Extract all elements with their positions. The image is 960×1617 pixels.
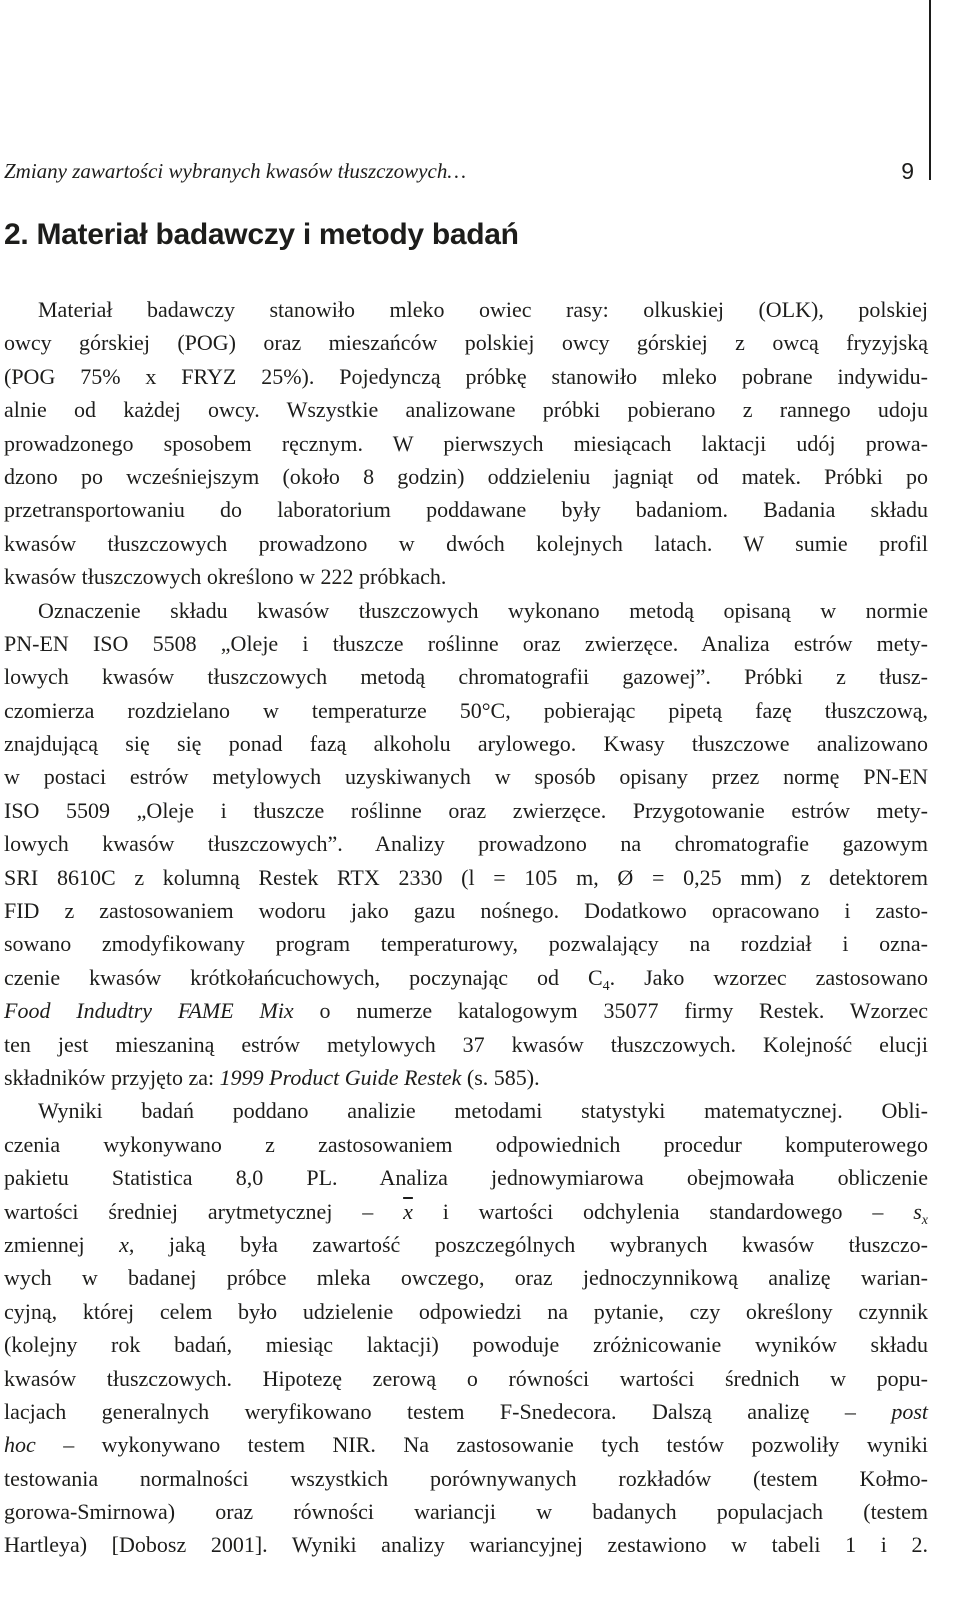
text-run: – wykonywano testem NIR. Na zastosowanie tych testów pozwoliły wyniki [35, 1432, 928, 1458]
paragraph-2-line: w postaci estrów metylowych uzyskiwanych w sposób opisany przez normę PN-EN [4, 764, 928, 790]
paragraph-3-line: (kolejny rok badań, miesiąc laktacji) powoduje zróżnicowanie wyników składu [4, 1332, 928, 1358]
paragraph-3-line: testowania normalności wszystkich porównywanych rozkładów (testem Kołmo- [4, 1465, 928, 1491]
paragraph-3-line: cyjną, której celem było udzielenie odpowiedzi na pytanie, czy określony czynnik [4, 1298, 928, 1324]
paragraph-2-line: lowych kwasów tłuszczowych”. Analizy prowadzono na chromatografie gazowym [4, 831, 928, 857]
paragraph-1-line: kwasów tłuszczowych określono w 222 próbkach. [4, 564, 447, 590]
italic-run: hoc [4, 1432, 36, 1458]
italic-run: 1999 Product Guide Restek [219, 1064, 462, 1090]
text-run: zmiennej [4, 1231, 120, 1257]
paragraph-3-line [4, 1428, 928, 1461]
paragraph-2-line: znajdującą się się ponad fazą alkoholu arylowego. Kwasy tłuszczowe analizowano [4, 731, 928, 757]
text-run: wartości średniej arytmetycznej – [4, 1198, 404, 1224]
running-head [4, 157, 914, 185]
text-run: i wartości odchylenia standardowego – [412, 1198, 914, 1224]
variable-symbol: x [119, 1231, 129, 1257]
page-number: 9 [901, 158, 914, 184]
paragraph-1-line: (POG 75% x FRYZ 25%). Pojedynczą próbkę stanowiło mleko pobrane indywidu- [4, 363, 928, 389]
paragraph-2-line: ISO 5509 „Oleje i tłuszcze roślinne oraz zwierzęce. Przygotowanie estrów mety- [4, 797, 928, 823]
paragraph-3-line [4, 1228, 928, 1261]
text-run: , jaką była zawartość poszczególnych wybranych kwasów tłuszczo- [128, 1231, 928, 1257]
paragraph-2-line: ten jest mieszaniną estrów metylowych 37 kwasów tłuszczowych. Kolejność elucji [4, 1031, 928, 1057]
text-run: (s. 585). [461, 1064, 540, 1090]
text-run: o numerze katalogowym 35077 firmy Restek. Wzorzec [293, 998, 928, 1024]
paragraph-2-line: czomierza rozdzielano w temperaturze 50°C, pobierając pipetą fazę tłuszczową, [4, 697, 928, 723]
italic-run: Food Indudtry FAME Mix [4, 998, 294, 1024]
text-run: lacjach generalnych weryfikowano testem F-Snedecora. Dalszą analizę – [4, 1398, 892, 1424]
paragraph-3-line: Wyniki badań poddano analizie metodami statystyki matematycznej. Obli- [38, 1098, 928, 1124]
paragraph-1-line: alnie od każdej owcy. Wszystkie analizowane próbki pobierano z rannego udoju [4, 397, 928, 423]
text-run: czenie kwasów krótkołańcuchowych, poczynając od C [4, 964, 603, 990]
paragraph-2-line [4, 1061, 928, 1094]
text-run: składników przyjęto za: [4, 1064, 220, 1090]
paragraph-3-line: czenia wykonywano z zastosowaniem odpowiednich procedur komputerowego [4, 1131, 928, 1157]
paragraph-3-line [4, 1395, 928, 1428]
paragraph-2-line: SRI 8610C z kolumną Restek RTX 2330 (l = 105 m, Ø = 0,25 mm) z detektorem [4, 864, 928, 890]
italic-run: post [891, 1398, 928, 1424]
paragraph-2-line: PN-EN ISO 5508 „Oleje i tłuszcze roślinne oraz zwierzęce. Analiza estrów mety- [4, 630, 928, 656]
paragraph-2-line: Oznaczenie składu kwasów tłuszczowych wykonano metodą opisaną w normie [38, 597, 928, 623]
body-text [4, 293, 928, 1562]
paragraph-1-line: owcy górskiej (POG) oraz mieszańców polskiej owcy górskiej z owcą fryzyjską [4, 330, 928, 356]
paragraph-3-line: pakietu Statistica 8,0 PL. Analiza jednowymiarowa obejmowała obliczenie [4, 1165, 928, 1191]
paragraph-1-line: dzono po wcześniejszym (około 8 godzin) oddzieleniu jagniąt od matek. Próbki po [4, 463, 928, 489]
paragraph-3-line: kwasów tłuszczowych. Hipotezę zerową o równości wartości średnich w popu- [4, 1365, 928, 1391]
subscript: 4 [602, 978, 610, 994]
paragraph-2-line: lowych kwasów tłuszczowych metodą chromatografii gazowej”. Próbki z tłusz- [4, 664, 928, 690]
paragraph-2-line [4, 961, 928, 994]
section-heading: 2. Materiał badawczy i metody badań [4, 218, 519, 251]
paragraph-1-line: prowadzonego sposobem ręcznym. W pierwszych miesiącach laktacji udój prowa- [4, 430, 928, 456]
paragraph-1-line: Materiał badawczy stanowiło mleko owiec rasy: olkuskiej (OLK), polskiej [38, 297, 928, 322]
running-title: Zmiany zawartości wybranych kwasów tłuszczowych… [4, 159, 466, 183]
paragraph-2-line: FID z zastosowaniem wodoru jako gazu nośnego. Dodatkowo opracowano i zasto- [4, 898, 928, 924]
paragraph-2-line: sowano zmodyfikowany program temperaturowy, pozwalający na rozdział i ozna- [4, 931, 928, 957]
subscript: x [921, 1212, 928, 1228]
paragraph-3-line: Hartleya) [Dobosz 2001]. Wyniki analizy wariancyjnej zestawiono w tabeli 1 i 2. [4, 1532, 928, 1558]
margin-vertical-rule [929, 0, 931, 180]
paragraph-1-line: przetransportowaniu do laboratorium poddawane były badaniom. Badania składu [4, 497, 928, 523]
paragraph-2-line [4, 994, 928, 1027]
mean-symbol: $\overline{x}$ [403, 1198, 413, 1224]
paragraph-1-line: kwasów tłuszczowych prowadzono w dwóch kolejnych latach. W sumie profil [4, 530, 928, 556]
sd-symbol: s [913, 1198, 922, 1224]
paragraph-3-line: wych w badanej próbce mleka owczego, oraz jednoczynnikową analizę warian- [4, 1265, 928, 1291]
text-run: . Jako wzorzec zastosowano [609, 964, 928, 990]
paragraph-3-line: gorowa-Smirnowa) oraz równości wariancji w badanych populacjach (testem [4, 1499, 928, 1525]
paragraph-3-line [4, 1195, 928, 1228]
